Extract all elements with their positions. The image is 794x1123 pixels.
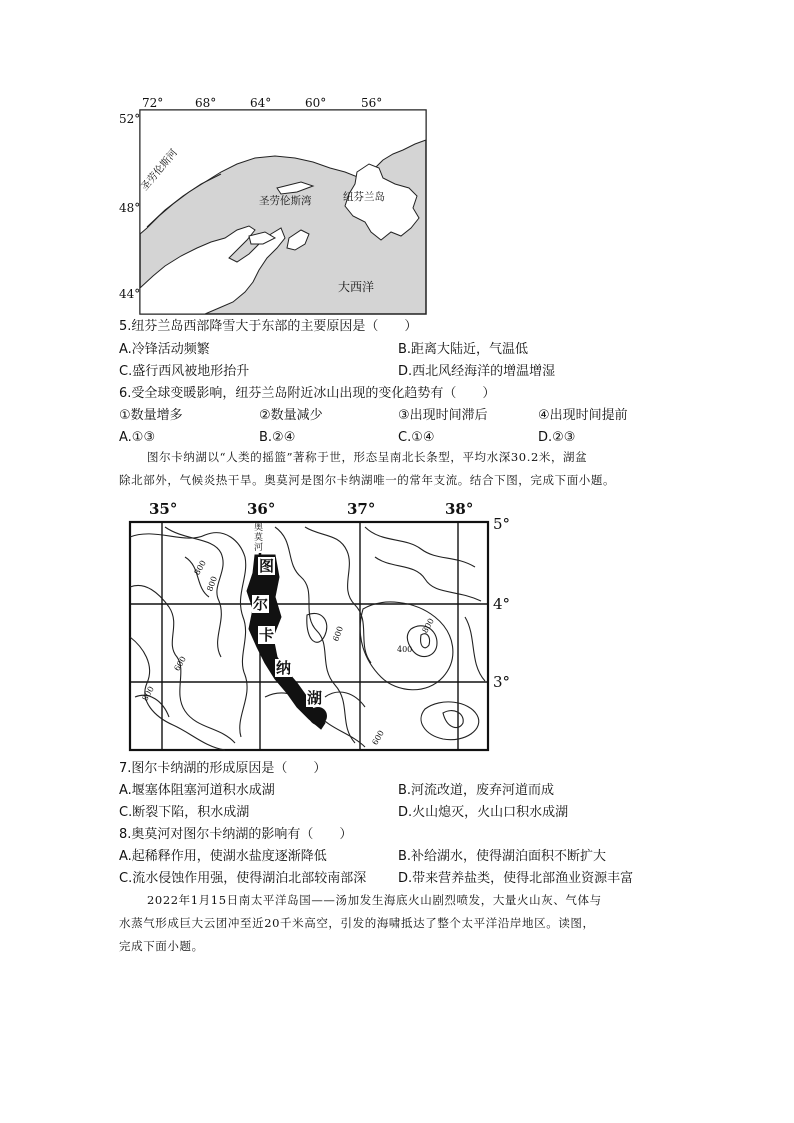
q6-stem: 6.受全球变暖影响，纽芬兰岛附近冰山出现的变化趋势有（ ）	[119, 386, 496, 401]
q6-item-2: ②数量减少	[259, 408, 323, 423]
river-label-char: 奥	[254, 523, 264, 533]
lat-label-44: 44°	[119, 287, 141, 301]
q5-stem: 5.纽芬兰岛西部降雪大于东部的主要原因是（ ）	[119, 319, 418, 334]
contour-label: 600	[172, 654, 188, 673]
lon-label-35: 35°	[149, 500, 178, 518]
lat-label-4: 4°	[493, 595, 511, 613]
q8-option-a[interactable]: A.起稀释作用，使湖水盐度逐渐降低	[119, 849, 327, 864]
q6-option-c[interactable]: C.①④	[398, 430, 435, 445]
map-lake-turkana	[125, 497, 520, 755]
intro2-line1: 图尔卡纳湖以“人类的摇篮”著称于世，形态呈南北长条型，平均水深30.2米，湖盆	[147, 450, 588, 464]
q5-option-c[interactable]: C.盛行西风被地形抬升	[119, 364, 250, 379]
q6-item-4: ④出现时间提前	[538, 408, 628, 423]
lake-label-char: 卡	[259, 626, 275, 644]
q5-option-d[interactable]: D.西北风经海洋的增温增湿	[398, 364, 556, 379]
contour-label: 800	[140, 684, 156, 703]
q6-option-d[interactable]: D.②③	[538, 430, 576, 445]
q8-option-b[interactable]: B.补给湖水，使得湖泊面积不断扩大	[398, 849, 607, 864]
lat-label-5: 5°	[493, 515, 511, 533]
river-label-char: 河	[254, 543, 264, 553]
label-st-lawrence-river: 圣劳伦斯河	[139, 147, 180, 193]
lake-label-char: 湖	[307, 689, 323, 707]
lon-label-36: 36°	[247, 500, 276, 518]
q8-option-c[interactable]: C.流水侵蚀作用强，使得湖泊北部较南部深	[119, 871, 367, 886]
lon-label-68: 68°	[195, 96, 217, 110]
q5-option-b[interactable]: B.距离大陆近，气温低	[398, 342, 529, 357]
lon-label-38: 38°	[445, 500, 474, 518]
contour-label: 600	[331, 625, 346, 643]
label-atlantic: 大西洋	[338, 280, 375, 294]
lon-label-72: 72°	[142, 96, 164, 110]
q7-stem: 7.图尔卡纳湖的形成原因是（ ）	[119, 761, 327, 776]
contour-label: 800	[205, 575, 220, 593]
map-lake-turkana-svg	[125, 497, 520, 755]
label-gulf: 圣劳伦斯湾	[259, 195, 312, 207]
q8-stem: 8.奥莫河对图尔卡纳湖的影响有（ ）	[119, 827, 353, 842]
lat-label-3: 3°	[493, 673, 511, 691]
lon-label-64: 64°	[250, 96, 272, 110]
q8-option-d[interactable]: D.带来营养盐类，使得北部渔业资源丰富	[398, 871, 634, 886]
lat-label-52: 52°	[119, 112, 141, 126]
q7-option-d[interactable]: D.火山熄灭，火山口积水成湖	[398, 805, 569, 820]
contour-label: 600	[370, 728, 386, 747]
river-label-char: 莫	[254, 533, 264, 543]
lon-label-60: 60°	[305, 96, 327, 110]
q7-option-b[interactable]: B.河流改道，废弃河道而成	[398, 783, 555, 798]
map-gulf-st-lawrence	[119, 92, 435, 320]
lake-label-char: 图	[259, 557, 275, 575]
intro3-line1: 2022年1月15日南太平洋岛国——汤加发生海底火山剧烈喷发，大量火山灰、气体与	[147, 893, 602, 907]
label-newfoundland: 纽芬兰岛	[343, 191, 385, 203]
intro2-line2: 除北部外，气候炎热干旱。奥莫河是图尔卡纳湖唯一的常年支流。结合下图，完成下面小题。	[119, 473, 616, 487]
q6-item-3: ③出现时间滞后	[398, 408, 488, 423]
contour-label: 400	[397, 645, 413, 654]
intro3-line3: 完成下面小题。	[119, 939, 204, 953]
lat-label-48: 48°	[119, 201, 141, 215]
lon-label-56: 56°	[361, 96, 383, 110]
contour-label: 800	[420, 616, 436, 635]
lon-label-37: 37°	[347, 500, 376, 518]
q6-item-1: ①数量增多	[119, 408, 183, 423]
q6-option-a[interactable]: A.①③	[119, 430, 156, 445]
lake-label-char: 尔	[253, 595, 269, 613]
contour-label: 800	[192, 558, 208, 577]
lake-label-char: 纳	[276, 659, 292, 677]
q7-option-a[interactable]: A.堰塞体阻塞河道积水成湖	[119, 783, 275, 798]
intro3-line2: 水蒸气形成巨大云团冲至近20千米高空，引发的海啸抵达了整个太平洋沿岸地区。读图，	[119, 916, 595, 930]
q6-option-b[interactable]: B.②④	[259, 430, 296, 445]
q7-option-c[interactable]: C.断裂下陷，积水成湖	[119, 805, 250, 820]
q5-option-a[interactable]: A.冷锋活动频繁	[119, 342, 210, 357]
